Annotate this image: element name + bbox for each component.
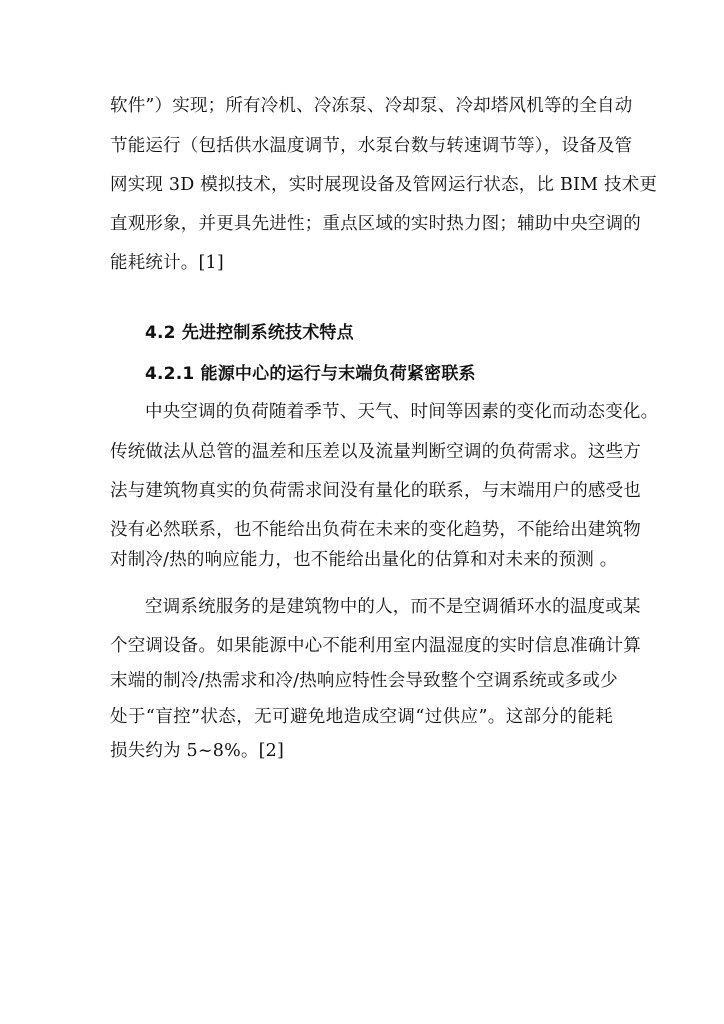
paragraph-1-line-1: 软件”）实现；所有冷机、冷冻泵、冷却泵、冷却塔风机等的全自动 bbox=[110, 96, 633, 116]
paragraph-2-line-3: 法与建筑物真实的负荷需求间没有量化的联系，与末端用户的感受也 bbox=[110, 481, 641, 501]
paragraph-3-line-4: 处于“盲控”状态，无可避免地造成空调“过供应”。这部分的能耗 bbox=[110, 707, 613, 727]
subsection-heading-4-2-1: 4.2.1 能源中心的运行与末端负荷紧密联系 bbox=[145, 364, 476, 384]
paragraph-2-line-5: 对制冷/热的响应能力，也不能给出量化的估算和对未来的预测 。 bbox=[110, 550, 618, 570]
paragraph-2-line-4: 没有必然联系，也不能给出负荷在未来的变化趋势，不能给出建筑物 bbox=[110, 520, 641, 540]
paragraph-1-line-3: 网实现 3D 模拟技术，实时展现设备及管网运行状态，比 BIM 技术更 bbox=[110, 175, 658, 195]
paragraph-3-line-1: 空调系统服务的是建筑物中的人，而不是空调循环水的温度或某 bbox=[145, 597, 641, 617]
paragraph-1-line-2: 节能运行（包括供水温度调节，水泵台数与转速调节等），设备及管 bbox=[110, 136, 633, 156]
paragraph-2-line-2: 传统做法从总管的温差和压差以及流量判断空调的负荷需求。这些方 bbox=[110, 442, 641, 462]
paragraph-3-line-3: 末端的制冷/热需求和冷/热响应特性会导致整个空调系统或多或少 bbox=[110, 671, 618, 691]
paragraph-3-line-2: 个空调设备。如果能源中心不能利用室内温湿度的实时信息准确计算 bbox=[110, 636, 641, 656]
paragraph-3-line-5: 损失约为 5~8%。[2] bbox=[110, 741, 285, 761]
paragraph-1-line-5: 能耗统计。[1] bbox=[110, 253, 224, 273]
paragraph-1-line-4: 直观形象，并更具先进性；重点区域的实时热力图；辅助中央空调的 bbox=[110, 214, 641, 234]
paragraph-2-line-1: 中央空调的负荷随着季节、天气、时间等因素的变化而动态变化。 bbox=[145, 402, 659, 422]
section-heading-4-2: 4.2 先进控制系统技术特点 bbox=[145, 323, 354, 343]
